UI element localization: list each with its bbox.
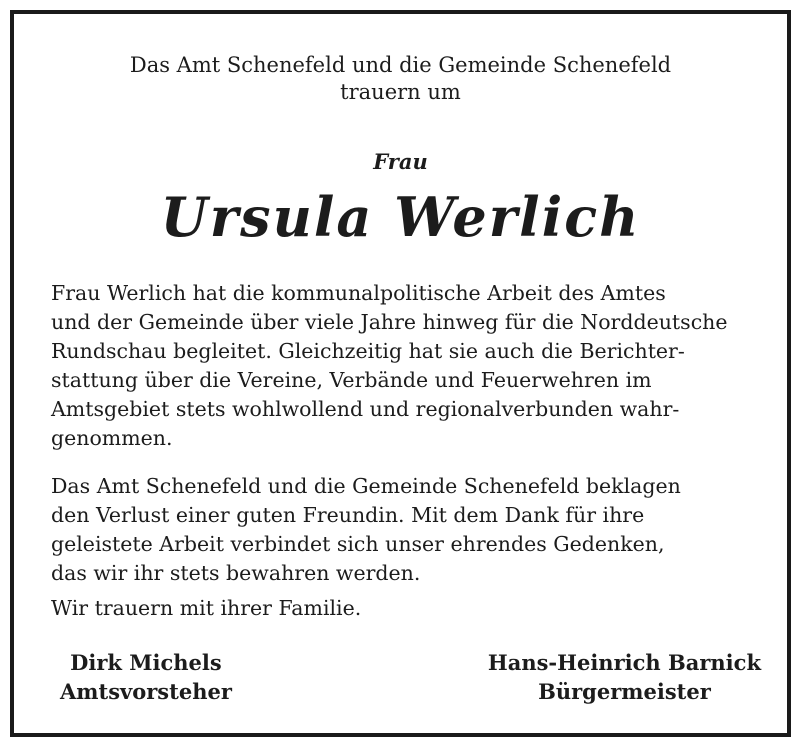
paragraph-line: Rundschau begleitet. Gleichzeitig hat sie auch die Berichter- [51, 339, 685, 363]
paragraph-line: genommen. [51, 426, 173, 450]
salutation: Frau [373, 149, 428, 174]
paragraph-line: das wir ihr stets bewahren werden. [51, 561, 421, 585]
paragraph-line: Frau Werlich hat die kommunalpolitische Arbeit des Amtes [51, 281, 666, 305]
paragraph-line: Amtsgebiet stets wohlwollend und regionalverbunden wahr- [51, 397, 680, 421]
signatory-title: Bürgermeister [538, 679, 711, 704]
deceased-name: Ursula Werlich [160, 185, 641, 249]
paragraph-line: geleistete Arbeit verbindet sich unser ehrendes Gedenken, [51, 532, 665, 556]
obituary-notice [10, 10, 791, 737]
paragraph-line: den Verlust einer guten Freundin. Mit dem Dank für ihre [51, 503, 645, 527]
signatory-name: Dirk Michels [70, 650, 222, 675]
intro-line-1: Das Amt Schenefeld und die Gemeinde Schenefeld [129, 53, 672, 77]
signature-right [488, 648, 761, 706]
paragraph-line: Das Amt Schenefeld und die Gemeinde Schenefeld beklagen [51, 474, 681, 498]
intro-line-2: trauern um [340, 80, 461, 104]
paragraph-line: stattung über die Vereine, Verbände und Feuerwehren im [51, 368, 652, 392]
paragraph-tribute [51, 279, 761, 453]
signatory-name: Hans-Heinrich Barnick [487, 650, 761, 675]
signature-left [60, 648, 232, 706]
paragraph-line: und der Gemeinde über viele Jahre hinweg für die Norddeutsche [51, 310, 728, 334]
intro-text [14, 52, 787, 106]
paragraph-closing: Wir trauern mit ihrer Familie. [51, 596, 362, 620]
signatory-title: Amtsvorsteher [60, 679, 232, 704]
paragraph-condolence [51, 472, 761, 588]
